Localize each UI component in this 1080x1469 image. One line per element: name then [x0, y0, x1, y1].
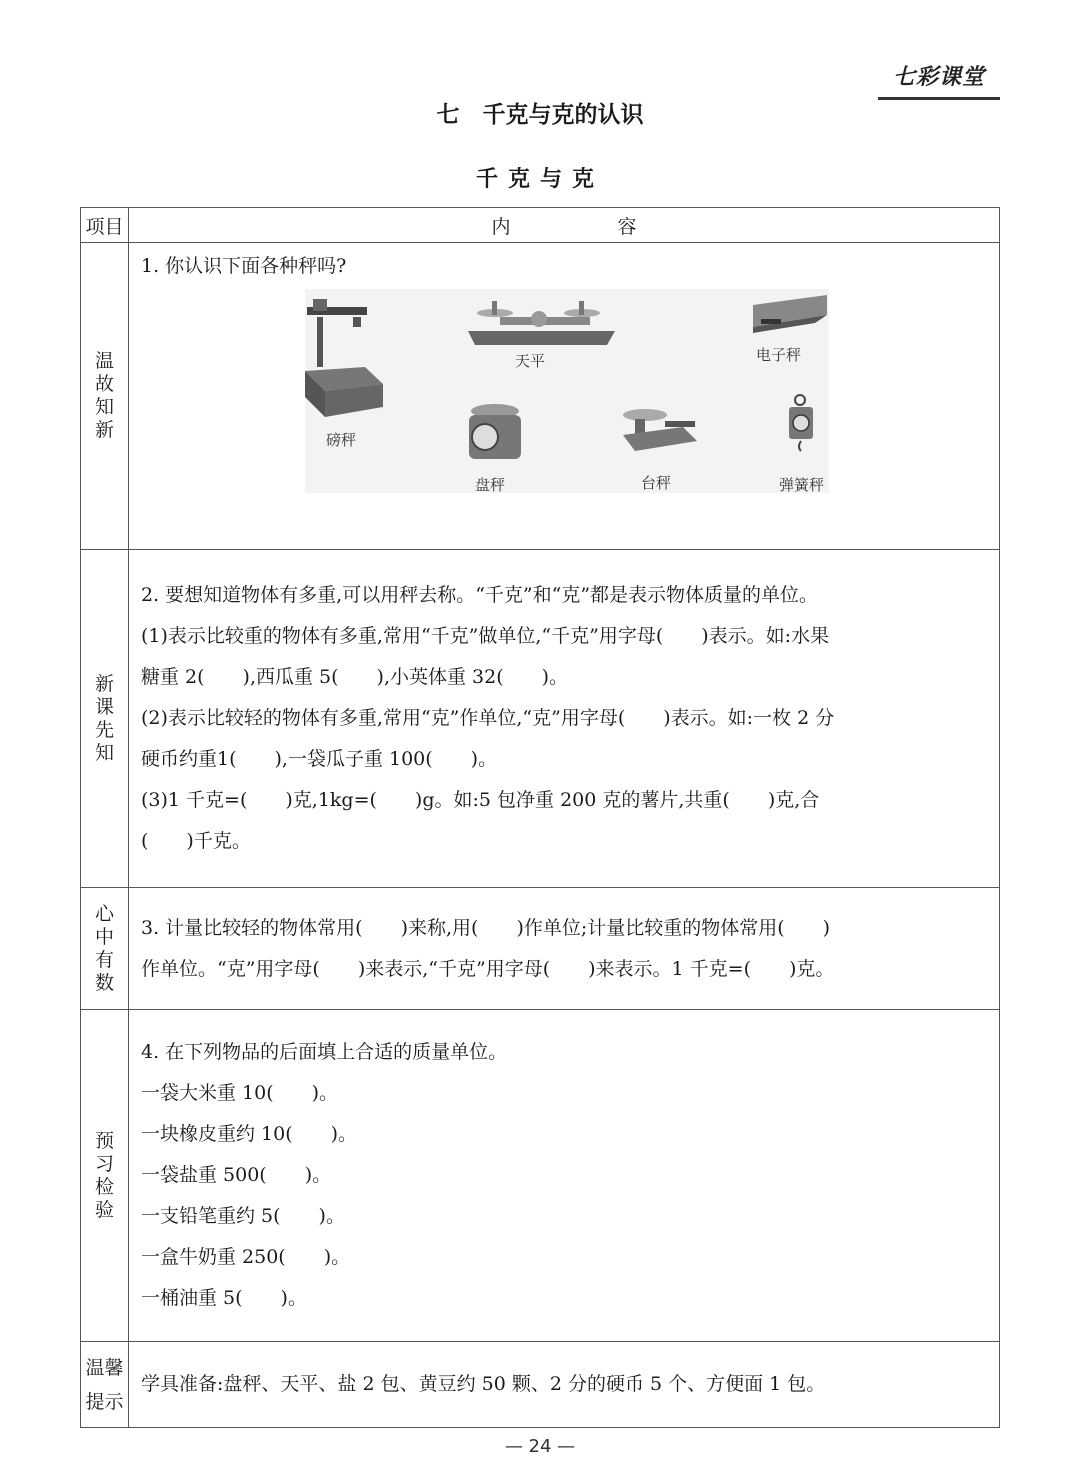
row-label-text: 预习检验	[94, 1129, 114, 1221]
list-item: 一袋盐重 500( )。	[141, 1164, 332, 1186]
row-label-tips	[81, 1342, 129, 1428]
label-dial-scale: 盘秤	[475, 476, 506, 494]
question-2-part3: (3)1 千克=( )克,1kg=( )g。如:5 包净重 200 克的薯片,共重( )克,合	[141, 789, 820, 811]
row-content-tips	[129, 1342, 1000, 1428]
content-table	[80, 207, 1000, 1428]
row-label-review	[81, 243, 129, 550]
table-row	[81, 1010, 1000, 1342]
row-label-text: 温馨提示	[85, 1356, 124, 1413]
dial-scale-icon	[469, 404, 521, 459]
row-label-check	[81, 1010, 129, 1342]
label-spring-scale: 弹簧秤	[779, 476, 825, 494]
list-item: 一支铅笔重约 5( )。	[141, 1205, 345, 1227]
page-number: — 24 —	[504, 1436, 576, 1457]
list-item: 一盒牛奶重 250( )。	[141, 1246, 351, 1268]
row-content-review	[129, 243, 1000, 550]
tips-text: 学具准备:盘秤、天平、盐 2 包、黄豆约 50 颗、2 分的硬币 5 个、方便面 1 包。	[141, 1373, 826, 1395]
page-title: 七 千克与克的认识	[436, 102, 644, 128]
table-row	[81, 243, 1000, 550]
header-content: 内 容	[129, 208, 1000, 243]
section-subtitle: 千克与克	[475, 167, 604, 192]
row-label-summary	[81, 888, 129, 1010]
label-balance: 天平	[515, 352, 546, 370]
row-content-preview	[129, 550, 1000, 888]
platform-scale-icon	[305, 299, 383, 417]
brand-logo: 七彩课堂	[878, 60, 1000, 100]
balance-scale-icon	[468, 301, 615, 345]
label-electronic-scale: 电子秤	[756, 346, 802, 364]
question-3-line2: 作单位。“克”用字母( )来表示,“千克”用字母( )来表示。1 千克=( )克。	[141, 957, 835, 980]
row-content-check	[129, 1010, 1000, 1342]
question-3-line1: 3. 计量比较轻的物体常用( )来称,用( )作单位;计量比较重的物体常用( )	[141, 916, 831, 939]
question-2-part3-cont: ( )千克。	[141, 830, 251, 852]
question-2-part2-cont: 硬币约重1( ),一袋瓜子重 100( )。	[141, 748, 498, 770]
list-item: 一袋大米重 10( )。	[141, 1082, 339, 1104]
question-2-part1-cont: 糖重 2( ),西瓜重 5( ),小英体重 32( )。	[141, 666, 569, 688]
question-1: 1. 你认识下面各种秤吗?	[141, 255, 347, 277]
question-2-intro: 2. 要想知道物体有多重,可以用秤去称。“千克”和“克”都是表示物体质量的单位。	[141, 584, 819, 606]
scales-drawings	[305, 289, 829, 493]
row-label-preview	[81, 550, 129, 888]
table-header-row	[81, 208, 1000, 243]
question-2-part2: (2)表示比较轻的物体有多重,常用“克”作单位,“克”用字母( )表示。如:一枚 2 分	[141, 707, 835, 729]
row-label-text: 温故知新	[94, 350, 114, 441]
list-item: 一桶油重 5( )。	[141, 1287, 307, 1309]
scales-illustration	[305, 289, 829, 493]
table-scale-icon	[623, 409, 697, 451]
label-platform-scale: 磅秤	[326, 431, 357, 449]
question-2-part1: (1)表示比较重的物体有多重,常用“千克”做单位,“千克”用字母( )表示。如:水果	[141, 625, 830, 647]
table-row	[81, 888, 1000, 1010]
row-label-text: 新课先知	[94, 672, 114, 764]
header-project: 项目	[81, 208, 129, 243]
spring-scale-icon	[789, 395, 813, 451]
list-item: 一块橡皮重约 10( )。	[141, 1123, 358, 1145]
question-4-prompt: 4. 在下列物品的后面填上合适的质量单位。	[141, 1041, 508, 1063]
table-row	[81, 550, 1000, 888]
row-content-summary	[129, 888, 1000, 1010]
label-table-scale: 台秤	[641, 474, 672, 492]
row-label-text: 心中有数	[94, 902, 114, 994]
electronic-scale-icon	[753, 295, 827, 333]
table-row	[81, 1342, 1000, 1428]
